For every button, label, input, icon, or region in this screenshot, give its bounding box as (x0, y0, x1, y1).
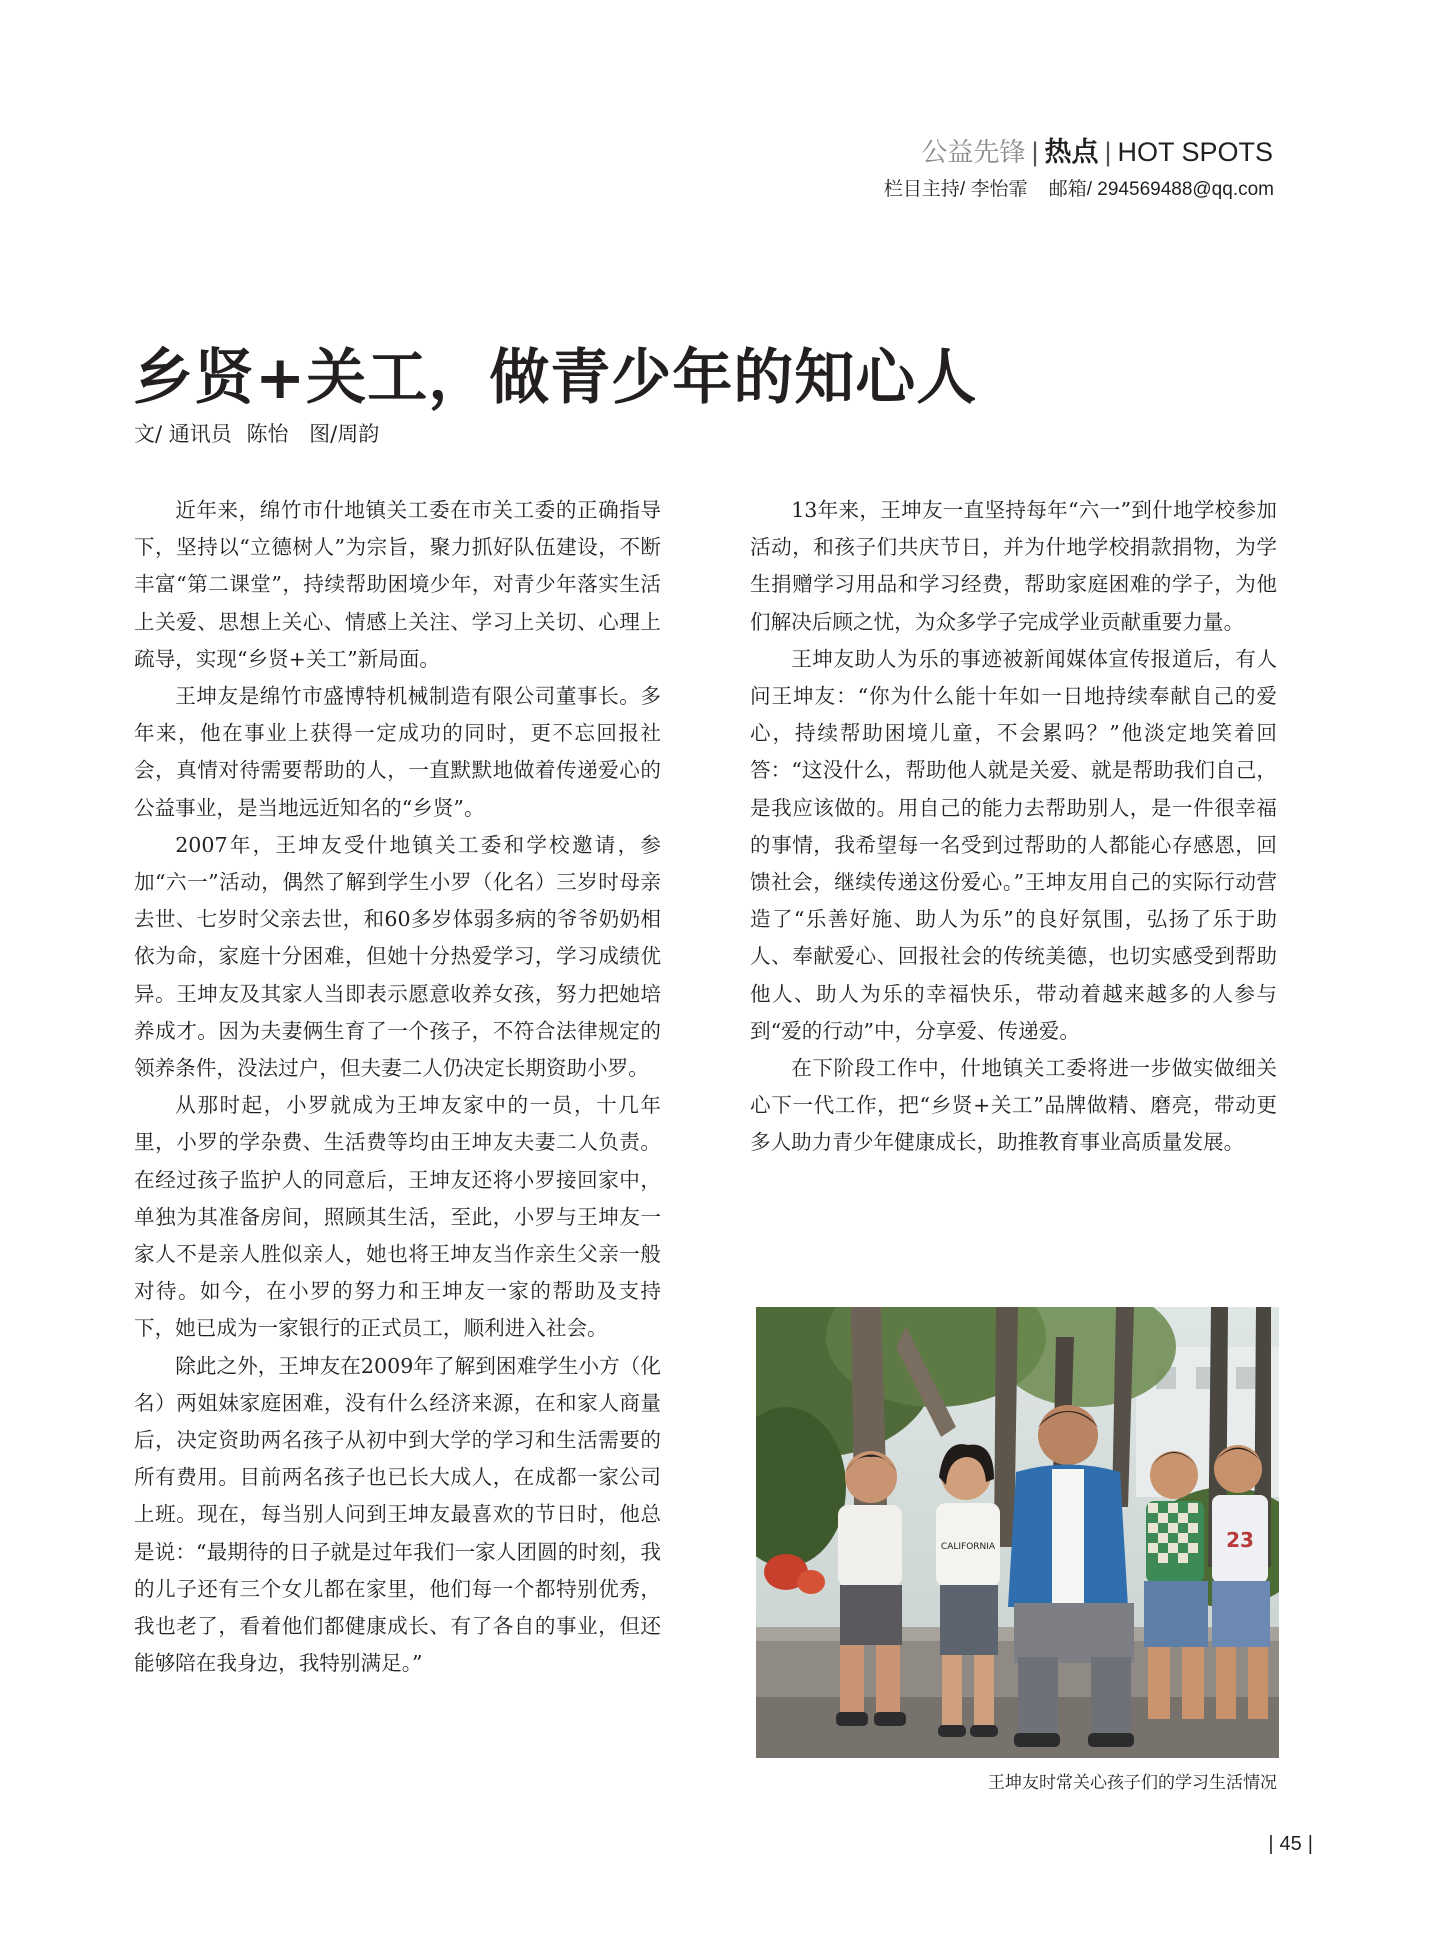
text-label: 文/ (134, 422, 163, 446)
paragraph: 王坤友是绵竹市盛博特机械制造有限公司董事长。多年来，他在事业上获得一定成功的同时，更不忘回报社会，真情对待需要帮助的人，一直默默地做着传递爱心的公益事业，是当地远近知名的“乡贤”。 (134, 684, 661, 820)
text-credit (134, 422, 232, 446)
photo-caption: 王坤友时常关心孩子们的学习生活情况 (988, 1773, 1277, 1793)
paragraph: 近年来，绵竹市什地镇关工委在市关工委的正确指导下，坚持以“立德树人”为宗旨，聚力抓好队伍建设，不断丰富“第二课堂”，持续帮助困境少年，对青少年落实生活上关爱、思想上关心、情感上关注、学习上关切、心理上疏导，实现“乡贤+关工”新局面。 (134, 498, 661, 671)
column-host-info (884, 174, 1274, 201)
article-title: 乡贤+关工，做青少年的知心人 (133, 343, 978, 413)
photo-illustration (756, 1307, 1279, 1758)
article-column-left (134, 492, 661, 1683)
paragraph: 王坤友助人为乐的事迹被新闻媒体宣传报道后，有人问王坤友：“你为什么能十年如一日地持续奉献自己的爱心，持续帮助困境儿童，不会累吗？”他淡定地笑着回答：“这没什么，帮助他人就是关爱、就是帮助我们自己，是我应该做的。用自己的能力去帮助别人，是一件很幸福的事情，我希望每一名受到过帮助的人都能心存感恩，回馈社会，继续传递这份爱心。”王坤友用自己的实际行动营造了“乐善好施、助人为乐”的良好氛围，弘扬了乐于助人、奉献爱心、回报社会的传统美德，也切实感受到帮助他人、助人为乐的幸福快乐，带动着越来越多的人参与到“爱的行动”中，分享爱、传递爱。 (750, 646, 1277, 1043)
email-address: 294569488@qq.com (1097, 179, 1274, 200)
separator: | (1104, 137, 1112, 167)
paragraph: 2007年，王坤友受什地镇关工委和学校邀请，参加“六一”活动，偶然了解到学生小罗（化名）三岁时母亲去世、七岁时父亲去世，和60多岁体弱多病的爷爷奶奶相依为命，家庭十分困难，但她十分热爱学习，学习成绩优异。王坤友及其家人当即表示愿意收养女孩，努力把她培养成才。因为夫妻俩生育了一个孩子，不符合法律规定的领养条件，没法过户，但夫妻二人仍决定长期资助小罗。 (134, 832, 661, 1081)
section-name: 热点 (1044, 137, 1099, 168)
host-label: 栏目主持/ (883, 179, 966, 200)
column-name: 公益先锋 (921, 138, 1026, 168)
paragraph: 13年来，王坤友一直坚持每年“六一”到什地学校参加活动，和孩子们共庆节日，并为什地学校捐款捐物，为学生捐赠学习用品和学习经费，帮助家庭困难的学子，为他们解决后顾之忧，为众多学子完成学业贡献重要力量。 (750, 498, 1277, 634)
author-role: 通讯员 (168, 422, 232, 446)
paragraph: 从那时起，小罗就成为王坤友家中的一员，十几年里，小罗的学杂费、生活费等均由王坤友夫妻二人负责。在经过孩子监护人的同意后，王坤友还将小罗接回家中，单独为其准备房间，照顾其生活，至此，小罗与王坤友一家人不是亲人胜似亲人，她也将王坤友当作亲生父亲一般对待。如今，在小罗的努力和王坤友一家的帮助及支持下，她已成为一家银行的正式员工，顺利进入社会。 (134, 1093, 661, 1341)
author-name: 陈怡 (246, 422, 289, 446)
separator: | (1031, 137, 1039, 167)
email-label: 邮箱/ (1048, 179, 1093, 200)
photo-credit (309, 422, 379, 446)
column-header (921, 136, 1273, 169)
jersey-number: 23 (1226, 1528, 1254, 1552)
paragraph: 除此之外，王坤友在2009年了解到困难学生小方（化名）两姐妹家庭困难，没有什么经济来源，在和家人商量后，决定资助两名孩子从初中到大学的学习和生活需要的所有费用。目前两名孩子也已长大成人，在成都一家公司上班。现在，每当别人问到王坤友最喜欢的节日时，他总是说：“最期待的日子就是过年我们一家人团圆的时刻，我的儿子还有三个女儿都在家里，他们每一个都特别优秀，我也老了，看着他们都健康成长、有了各自的事业，但还能够陪在我身边，我特别满足。” (134, 1353, 661, 1676)
page-number-value: 45 (1279, 1833, 1302, 1855)
photographer-name: 周韵 (337, 422, 380, 446)
shirt-text: CALIFORNIA (940, 1542, 996, 1552)
host-name: 李怡霏 (970, 179, 1028, 200)
section-name-en: HOT SPOTS (1117, 137, 1273, 167)
article-column-right (750, 492, 1277, 1162)
article-photo (756, 1307, 1279, 1758)
page-number: | 45 | (1268, 1833, 1313, 1855)
photo-label: 图/ (309, 422, 338, 446)
paragraph: 在下阶段工作中，什地镇关工委将进一步做实做细关心下一代工作，把“乡贤+关工”品牌做精、磨亮，带动更多人助力青少年健康成长，助推教育事业高质量发展。 (750, 1056, 1277, 1155)
byline (134, 418, 387, 448)
